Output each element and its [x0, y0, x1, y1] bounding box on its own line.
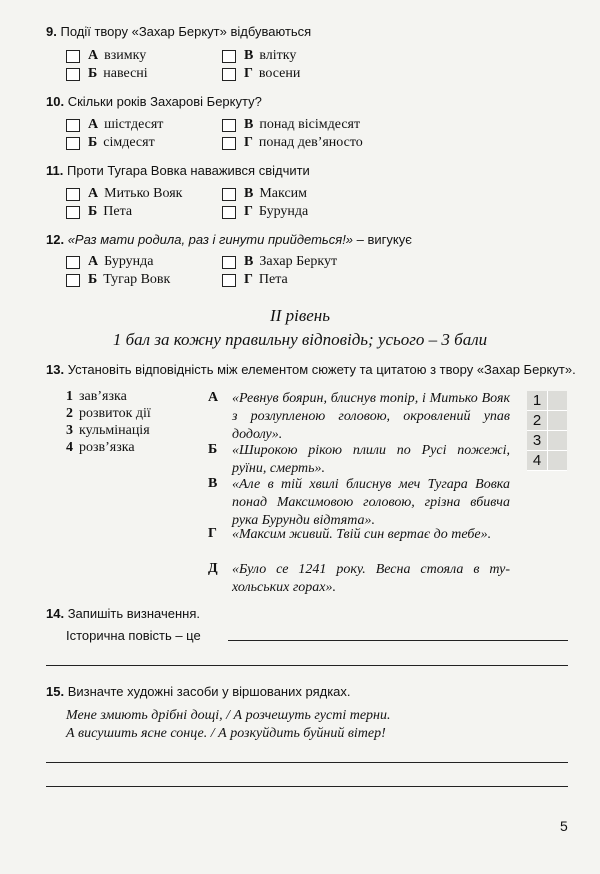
q11-option-a[interactable]: А Митько Вояк [66, 186, 182, 202]
level-subtitle: 1 бал за кожну правильну відповідь; усього – 3 бали [112, 330, 488, 349]
quote-d: «Максим живий. Твій син вертає до тебе». [232, 527, 492, 542]
q11-option-b[interactable]: Б Пета [66, 204, 132, 220]
verse-line-1: Мене змиють дрібні дощі, / А розчешуть густі терни. [66, 708, 391, 723]
answer-cell[interactable] [548, 391, 567, 410]
checkbox[interactable] [222, 68, 236, 81]
q9-option-b[interactable]: Б навесні [66, 66, 148, 82]
quote-letter: Г [208, 526, 217, 541]
checkbox[interactable] [222, 256, 236, 269]
quote-letter: Д [208, 561, 218, 576]
quote-c: «Але в тій хвилі блиснув меч Тугара Вовка понад Максимовою головою, грізна вбивча рука Бурунди відтята». [232, 477, 510, 528]
q12-option-a[interactable]: А Бурунда [66, 254, 153, 270]
definition-prompt: Історична повість – це [66, 628, 201, 643]
answer-cell[interactable] [548, 411, 567, 430]
question-12: 12. «Раз мати родила, раз і гинути прийдеться!» – вигукує [46, 232, 412, 247]
checkbox[interactable] [66, 68, 80, 81]
answer-line[interactable] [46, 786, 568, 787]
q10-option-b[interactable]: Б сімдесят [66, 135, 155, 151]
checkbox[interactable] [66, 188, 80, 201]
answer-grid [527, 391, 567, 471]
question-10: 10. Скільки років Захарові Беркуту? [46, 94, 262, 109]
level-title: ІІ рівень [270, 306, 330, 325]
answer-row: 1 [527, 391, 567, 411]
q10-option-d[interactable]: Г понад дев’яносто [222, 135, 363, 151]
checkbox[interactable] [66, 137, 80, 150]
answer-line[interactable] [228, 640, 568, 641]
question-15: 15. Визначте художні засоби у віршованих рядках. [46, 684, 351, 699]
question-9 [46, 24, 311, 39]
checkbox[interactable] [222, 274, 236, 287]
q12-option-c[interactable]: В Захар Беркут [222, 254, 337, 270]
question-number: 9. [46, 24, 57, 39]
plot-element-1: 1 зав’язка [66, 389, 127, 404]
answer-line[interactable] [46, 762, 568, 763]
q10-option-a[interactable]: А шістдесят [66, 117, 163, 133]
answer-row: 4 [527, 451, 567, 471]
plot-element-4: 4 розв’язка [66, 440, 135, 455]
checkbox[interactable] [222, 119, 236, 132]
checkbox[interactable] [222, 188, 236, 201]
quote-letter: В [208, 476, 218, 491]
q9-option-d[interactable]: Г восени [222, 66, 300, 82]
checkbox[interactable] [66, 119, 80, 132]
q9-option-c[interactable]: В влітку [222, 48, 296, 64]
q11-option-c[interactable]: В Максим [222, 186, 307, 202]
checkbox[interactable] [66, 50, 80, 63]
plot-element-2: 2 розвиток дії [66, 406, 151, 421]
checkbox[interactable] [66, 274, 80, 287]
q9-option-a[interactable]: А взимку [66, 48, 146, 64]
quote-letter: Б [208, 442, 218, 457]
checkbox[interactable] [66, 206, 80, 219]
question-text: Події твору «Захар Беркут» відбуваються [60, 24, 312, 39]
answer-row: 3 [527, 431, 567, 451]
quote-e: «Було се 1241 року. Весна стояла в ту-хольських горах». [232, 562, 510, 595]
q11-option-d[interactable]: Г Бурунда [222, 204, 308, 220]
checkbox[interactable] [222, 206, 236, 219]
question-13: 13. Установіть відповідність між елементом сюжету та цитатою з твору «Захар Беркут». [46, 362, 576, 377]
answer-row: 2 [527, 411, 567, 431]
page-number: 5 [560, 818, 568, 834]
quote-letter: А [208, 390, 219, 405]
checkbox[interactable] [222, 137, 236, 150]
q12-option-b[interactable]: Б Тугар Вовк [66, 272, 170, 288]
question-11: 11. Проти Тугара Вовка наважився свідчити [46, 163, 310, 178]
checkbox[interactable] [66, 256, 80, 269]
q12-option-d[interactable]: Г Пета [222, 272, 288, 288]
plot-element-3: 3 кульмінація [66, 423, 150, 438]
verse-line-2: А висушить ясне сонце. / А розкуйдить буйний вітер! [66, 726, 386, 741]
quote-b: «Широкою рікою плили по Русі пожежі, руїни, смерть». [232, 443, 510, 476]
question-14: 14. Запишіть визначення. [46, 606, 201, 621]
answer-cell[interactable] [548, 431, 567, 450]
checkbox[interactable] [222, 50, 236, 63]
q10-option-c[interactable]: В понад вісімдесят [222, 117, 360, 133]
answer-cell[interactable] [548, 451, 567, 470]
quote-a: «Ревнув боярин, блиснув топір, і Митько Вояк з розлупленою головою, окровлений упав додолу». [232, 391, 510, 442]
answer-line[interactable] [46, 665, 568, 666]
